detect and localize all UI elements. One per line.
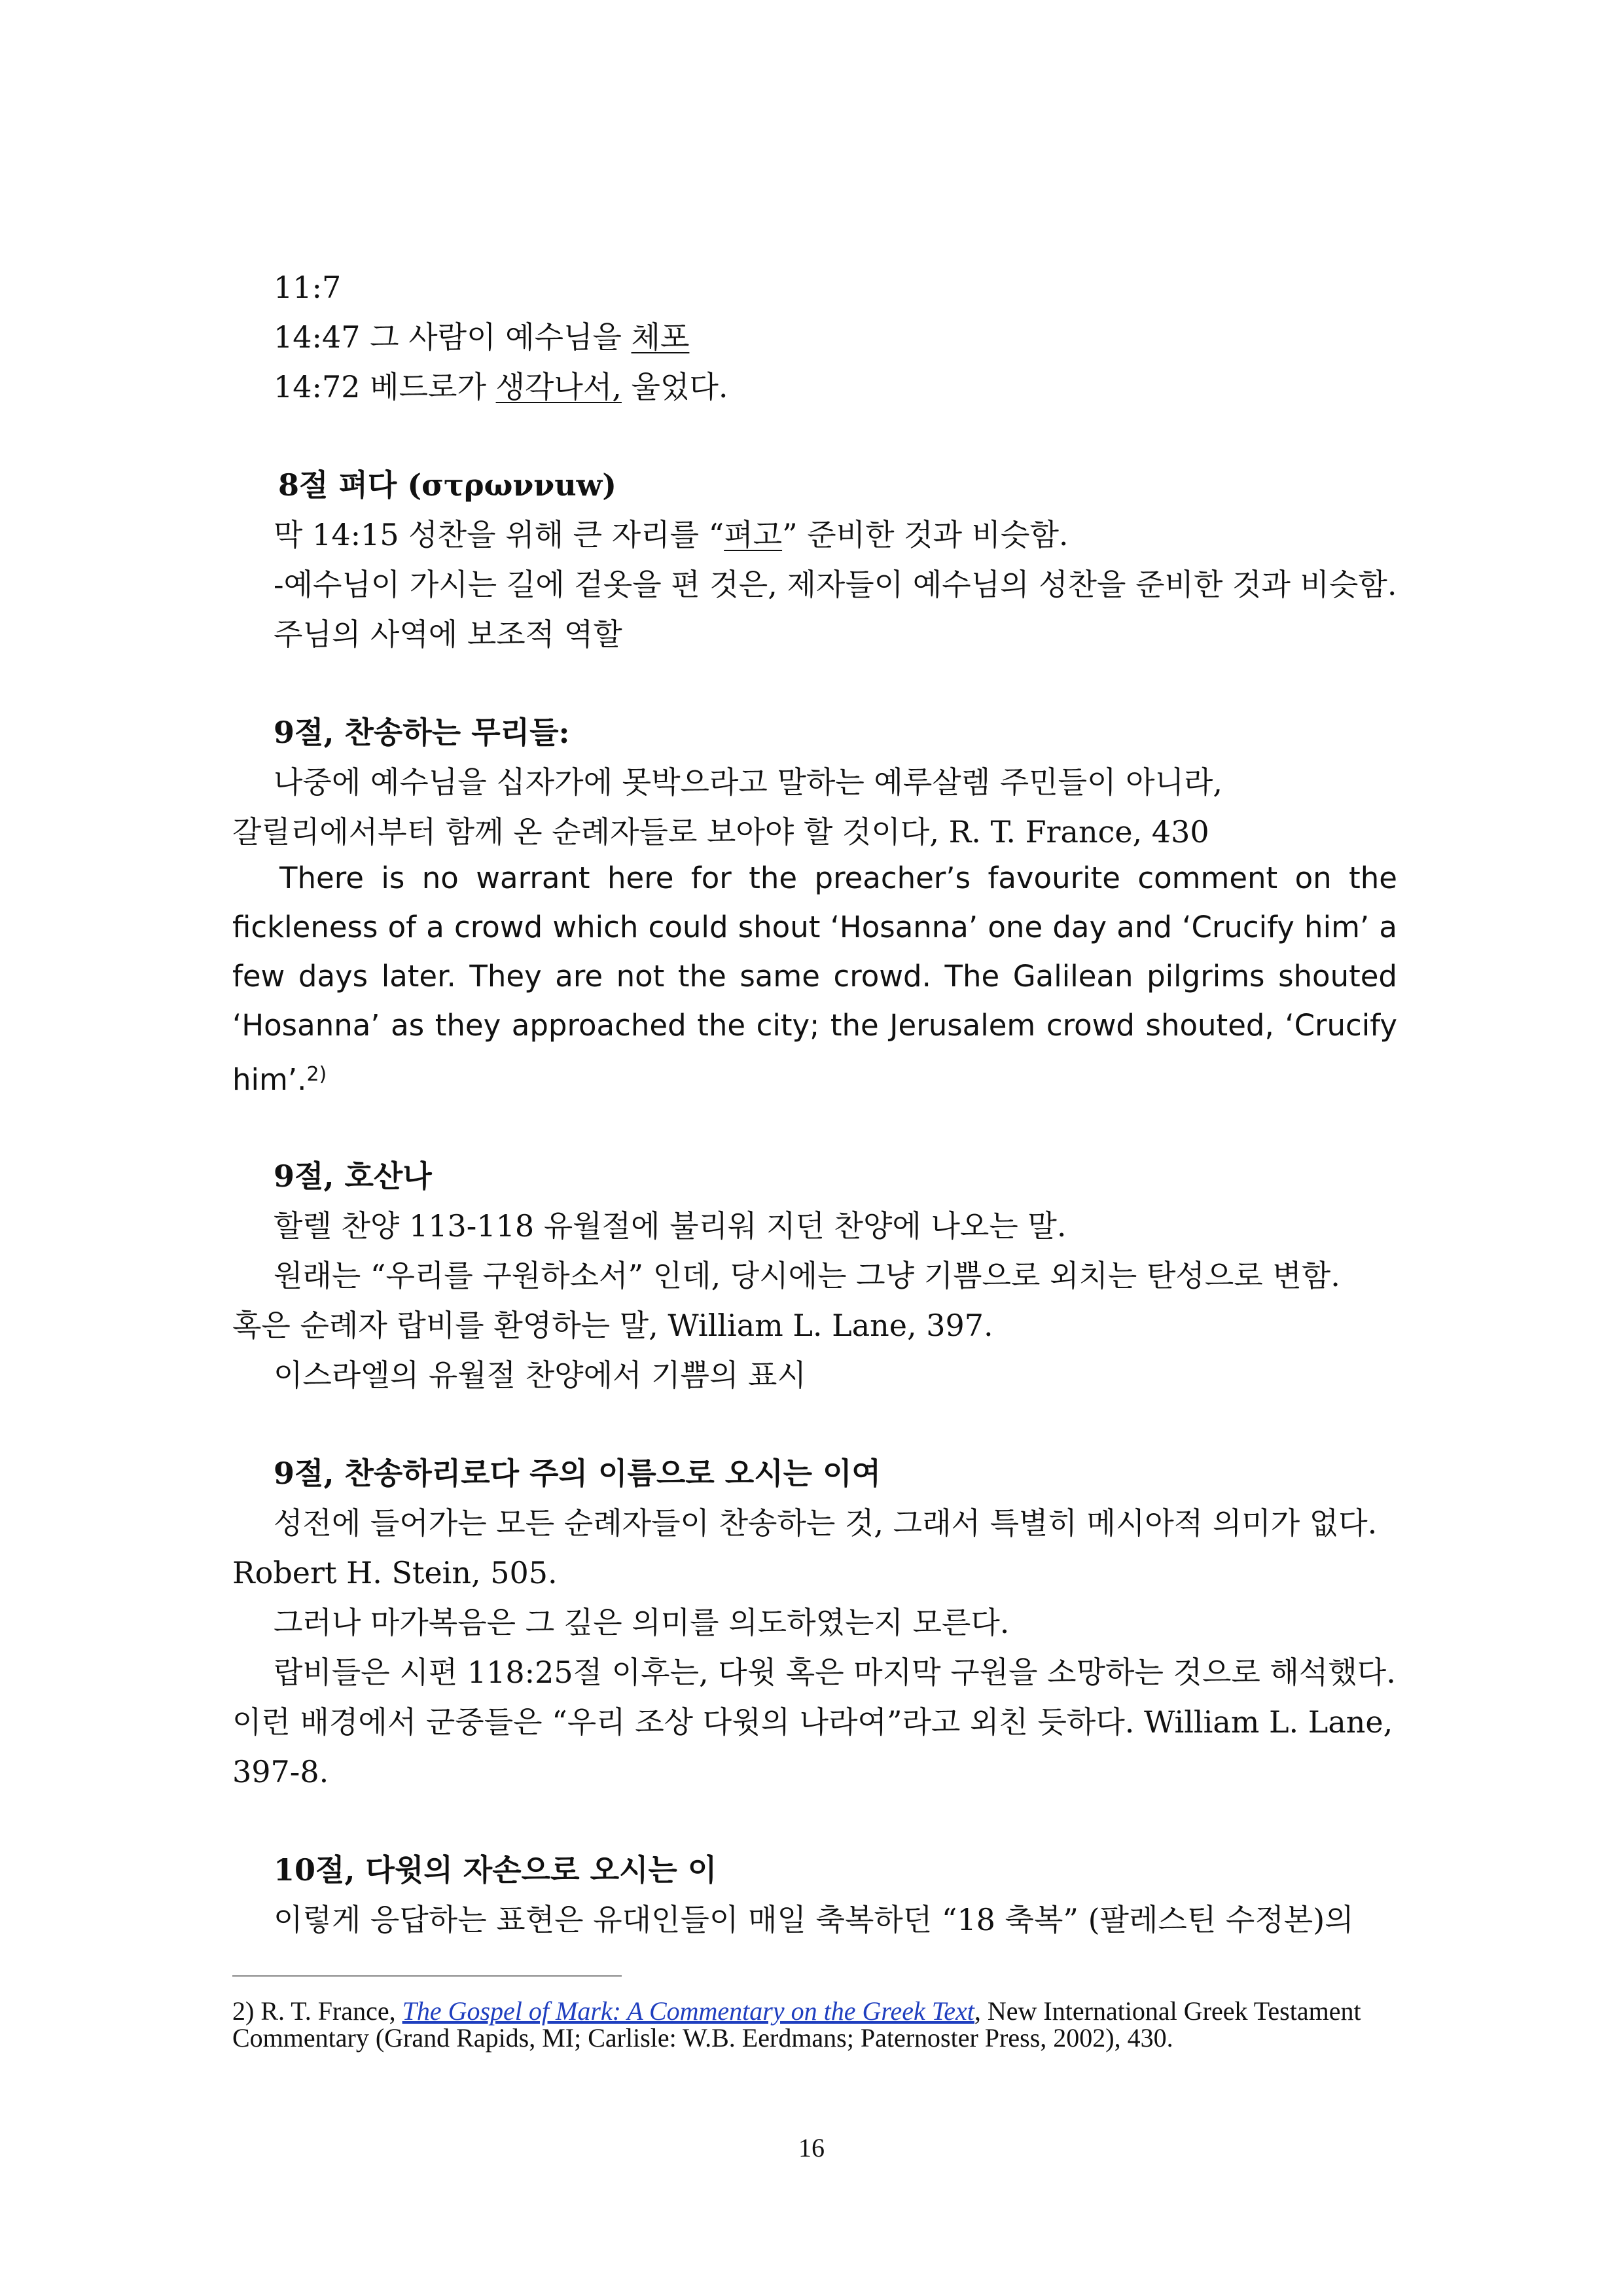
text-segment: 막 14:15 성찬을 위해 큰 자리를 “ — [274, 517, 724, 552]
text-line: 이런 배경에서 군중들은 “우리 조상 다윗의 나라여”라고 외친 듯하다. William L. Lane, — [232, 1704, 1393, 1740]
page-number: 16 — [798, 2133, 825, 2162]
text-segment: 14:72 베드로가 — [274, 369, 496, 404]
quote-text: There is no warrant here for the preacher’s favourite comment on the fickleness of a crowd which could shout ‘Hosanna’ one day and ‘Crucify him’ a few days later. They are not the same crowd. The Galilean pilgrims shouted ‘Hosanna’ as they approached the city; the Jerusalem crowd shouted, ‘Crucify him’. — [232, 861, 1397, 1097]
underlined-word: 생각나서, — [495, 369, 622, 404]
text-line: -예수님이 가시는 길에 겉옷을 편 것은, 제자들이 예수님의 성찬을 준비한 것과 비슷함. — [274, 567, 1397, 602]
text-line — [274, 369, 728, 404]
verse-ref: 11:7 — [274, 270, 342, 305]
text-line: 혹은 순례자 랍비를 환영하는 말, William L. Lane, 397. — [232, 1308, 993, 1343]
text-line: 성전에 들어가는 모든 순례자들이 찬송하는 것, 그래서 특별히 메시아적 의미가 없다. — [274, 1505, 1378, 1541]
heading-verse: 9절, — [274, 715, 334, 750]
heading-title: 다윗의 자손으로 오시는 이 — [355, 1852, 717, 1888]
footnote-text: , New International Greek Testament Commentary (Grand Rapids, MI; Carlisle: W.B. Eerdmans; Paternoster Press, 2002), 430. — [232, 1996, 1361, 2053]
text-segment: ” 준비한 것과 비슷함. — [782, 517, 1069, 552]
text-segment: 울었다. — [621, 369, 728, 404]
text-line: 이스라엘의 유월절 찬양에서 기쁨의 표시 — [274, 1357, 806, 1393]
text-line: 나중에 예수님을 십자가에 못박으라고 말하는 예루살렘 주민들이 아니라, — [274, 764, 1223, 800]
heading-verse: 9절, — [274, 1456, 334, 1491]
heading-greek-word: (στρωννuw) — [407, 467, 617, 503]
footnote-book-link[interactable]: The Gospel of Mark: A Commentary on the Greek Text — [402, 1996, 974, 2026]
underlined-word: 펴고 — [724, 517, 783, 552]
text-line — [274, 517, 1069, 552]
text-line — [274, 319, 690, 355]
footnote — [232, 1998, 1361, 2051]
text-line: 주님의 사역에 보조적 역할 — [274, 617, 622, 652]
english-quote — [232, 853, 1397, 1104]
heading-title: 호산나 — [334, 1158, 432, 1194]
underlined-word: 체포 — [631, 319, 690, 355]
text-line: 397-8. — [232, 1754, 329, 1789]
section-heading — [274, 1456, 881, 1491]
section-heading — [278, 467, 617, 503]
section-heading — [274, 715, 570, 750]
text-line: 갈릴리에서부터 함께 온 순례자들로 보아야 할 것이다, R. T. France, 430 — [232, 814, 1209, 850]
footnote-text: 2) R. T. France, — [232, 1996, 402, 2026]
footnote-divider — [232, 1975, 622, 1977]
heading-title: 찬송하는 무리들: — [334, 715, 570, 750]
heading-verse: 8절 펴다 — [278, 467, 408, 503]
text-line: 랍비들은 시편 118:25절 이후는, 다윗 혹은 마지막 구원을 소망하는 것으로 해석했다. — [274, 1655, 1396, 1690]
text-line: Robert H. Stein, 505. — [232, 1555, 558, 1590]
heading-verse: 10절, — [274, 1852, 355, 1888]
text-line: 원래는 “우리를 구원하소서” 인데, 당시에는 그냥 기쁨으로 외치는 탄성으로 변함. — [274, 1258, 1340, 1293]
heading-title: 찬송하리로다 주의 이름으로 오시는 이여 — [334, 1456, 881, 1491]
text-line: 이렇게 응답하는 표현은 유대인들이 매일 축복하던 “18 축복” (팔레스틴 수정본)의 — [274, 1902, 1354, 1937]
text-line: 할렐 찬양 113-118 유월절에 불리워 지던 찬양에 나오는 말. — [274, 1208, 1067, 1244]
footnote-reference[interactable]: 2) — [306, 1063, 327, 1086]
text-segment: 14:47 그 사람이 예수님을 — [274, 319, 632, 355]
heading-verse: 9절, — [274, 1158, 334, 1194]
text-line — [274, 270, 342, 305]
section-heading — [274, 1852, 717, 1888]
section-heading — [274, 1158, 432, 1194]
text-line: 그러나 마가복음은 그 깊은 의미를 의도하였는지 모른다. — [274, 1605, 1010, 1640]
